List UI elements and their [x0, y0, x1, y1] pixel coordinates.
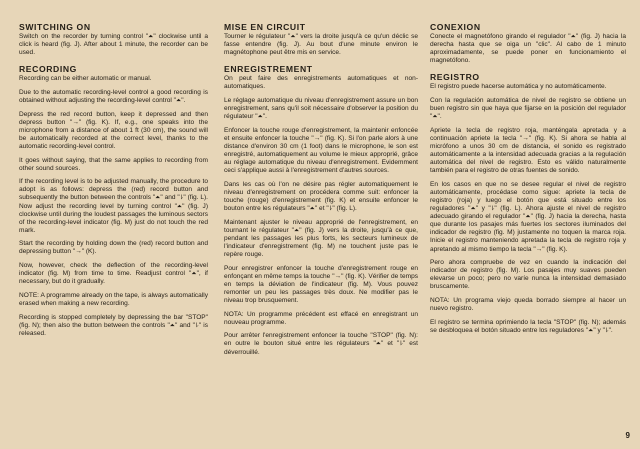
spanish-column	[430, 22, 626, 340]
paragraph: Pero ahora compruebe de vez en cuando la indicación del indicador de registro (fig. M). Los pasajes muy suaves pueden elevarse un poco; pero no varíe nunca la intensidad demasiado bruscamente.	[430, 259, 626, 291]
note-paragraph: NOTA: Un programme précédent est effacé en enregistrant un nouveau programme.	[224, 310, 418, 326]
paragraph: Pour arrêter l'enregistrement enfoncer la touche "STOP" (fig. N): en outre le bouton situé entre les régulateurs "⏶" et "⇂" est déverrouillé.	[224, 332, 418, 356]
note-paragraph: NOTA: Un programa viejo queda borrado siempre al hacer un nuevo registro.	[430, 297, 626, 313]
paragraph: Con la regulación automática de nivel de registro se obtiene un buen registro sin que haya que fijarse en la posición del regulador "⏶".	[430, 96, 626, 121]
paragraph: El registro puede hacerse automática y no automáticamente.	[430, 83, 607, 91]
paragraph: Le réglage automatique du niveau d'enregistrement assure un bon enregistrement, sans qu'il soit nécessaire d'observer la position du régulateur "⏶".	[224, 96, 418, 121]
paragraph: Enfoncer la touche rouge d'enregistrement, la maintenir enfoncée et ensuite enfoncer la touche "→" (fig. K). Si l'on parle alors à une distance d'environ 30 cm (1 foot) dans le microphone, le son est enregistré, automatiquement au volume le mieux approprié, grâce au réglage automatique du niveau d'enregistrement. Evidemment ceci s'applique aussi à l'enregistrement d'autres sources.	[224, 126, 418, 175]
paragraph: Apriete la tecla de registro roja, manténgala apretada y a continuación apriete la tecla "→" (fig. K). Si ahora se habla al micrófono a unos 30 cm de distancia, el sonido es registrado automáticamente a la intensidad adecuada gracias a la regulación automática del nivel de registro. Esto es válido naturalmente también para el registro de otras fuentes de sonido.	[430, 126, 626, 175]
heading-recording: RECORDING	[19, 64, 77, 75]
paragraph: Maintenant ajuster le niveau approprié de l'enregistrement, en tournant le régulateur "⏶" (fig. J) vers la droite, jusqu'à ce que, pendant les passages les plus forts, les secteurs lumineux de l'indicateur d'enregistrement (fig. M) ne touchent juste pas le repère rouge.	[224, 218, 418, 259]
heading-mise-en-circuit: MISE EN CIRCUIT	[224, 22, 306, 32]
paragraph: Pour enregistrer enfoncer la touche d'enregistrement rouge en enfonçant en même temps la touche "→" (fig. K). Vérifier de temps en temps la déviation de l'indicateur (fig. M). Vous pouvez remonter un peu les passages très doux. Ne modifier pas le niveau trop brusquement.	[224, 264, 418, 305]
paragraph: Depress the red record button, keep it depressed and then depress button "→" (fig. K). If, e.g., one speaks into the microphone from a distance of about 1 ft (30 cm), the sound will be automatically recorded at the correct level, thanks to the automatic recording-level control.	[19, 110, 208, 150]
paragraph: Dans les cas où l'on ne désire pas régler automatiquement le niveau d'enregistrement on procédera comme suit: enfoncer la touche (rouge) d'enregistrement (fig. K) et ensuite enfoncer le bouton entre les régulateurs "⏶" et "⇂" (fig. L).	[224, 180, 418, 213]
paragraph: On peut faire des enregistrements automatiques et non-automatiques.	[224, 75, 418, 91]
paragraph: Start the recording by holding down the (red) record button and depressing button "→" (K).	[19, 240, 208, 256]
heading-enregistrement: ENREGISTREMENT	[224, 64, 313, 75]
heading-registro: REGISTRO	[430, 72, 480, 83]
paragraph: Recording can be either automatic or manual.	[19, 75, 152, 83]
heading-switching-on: SWITCHING ON	[19, 22, 91, 32]
paragraph: Now, however, check the deflection of the recording-level indicator (fig. M) from time to time. Readjust control "⏶", if necessary, but do it gradually.	[19, 262, 208, 286]
paragraph: If the recording level is to be adjusted manually, the procedure to adopt is as follows: depress the (red) record button and subsequently the button between the controls "⏶" and "⇂" (fig. L). Now adjust the recording level by turning control "⏶" (fig. J) clockwise until during the loudest passages the luminous sectors of the recording-level indicator (fig. M) just do not touch the red mark.	[19, 178, 208, 234]
french-column	[224, 22, 418, 362]
paragraph: Tourner le régulateur "⏶" vers la droite jusqu'à ce qu'un déclic se fasse entendre (fig. J). Au bout d'une minute environ le magnétophone peut être mis en service.	[224, 33, 418, 57]
english-column	[19, 22, 208, 343]
paragraph: Switch on the recorder by turning control "⏶" clockwise until a click is heard (fig. J). After about 1 minute, the recorder can be used.	[19, 33, 208, 57]
heading-conexion: CONEXION	[430, 22, 481, 32]
note-paragraph: NOTE: A programme already on the tape, is always automatically erased when making a new recording.	[19, 291, 208, 307]
paragraph: Conecte el magnetófono girando el regulador "⏶" (fig. J) hacia la derecha hasta que se oiga un "clic". Al cabo de 1 minuto aproximadamente, se puede poner en funcionamiento el magnetófono.	[430, 33, 626, 65]
paragraph: En los casos en que no se desee regular el nivel de registro automáticamente, procédase como sigue: apriete la tecla de registro (roja) y luego el botón que está situado entre los reguladores "⏶" y "⇂" (fig. L). Ahora ajuste el nivel de registro adecuado girando el regulador "⏶" (fig. J) hacia la derecha, hasta que durante los pasajes más fuertes los sectores iluminados del indicador de registro (fig. M) justamente no toquen la marca roja. Inicie el registro manteniendo apretada la tecla de registro roja y apretando al mismo tiempo la tecla "→" (fig. K).	[430, 180, 626, 253]
paragraph: Recording is stopped completely by depressing the bar "STOP" (fig. N); then also the button between the controls "⏶" and "⇂" is released.	[19, 313, 208, 337]
page-number: 9	[625, 431, 630, 440]
paragraph: El registro se termina oprimiendo la tecla "STOP" (fig. N); además se desbloquea el botón situado entre los reguladores "⏶" y "⇂".	[430, 318, 626, 334]
paragraph: Due to the automatic recording-level control a good recording is obtained without adjusting the recording-level control "⏶".	[19, 88, 208, 104]
paragraph: It goes without saying, that the same applies to recording from other sound sources.	[19, 156, 208, 172]
